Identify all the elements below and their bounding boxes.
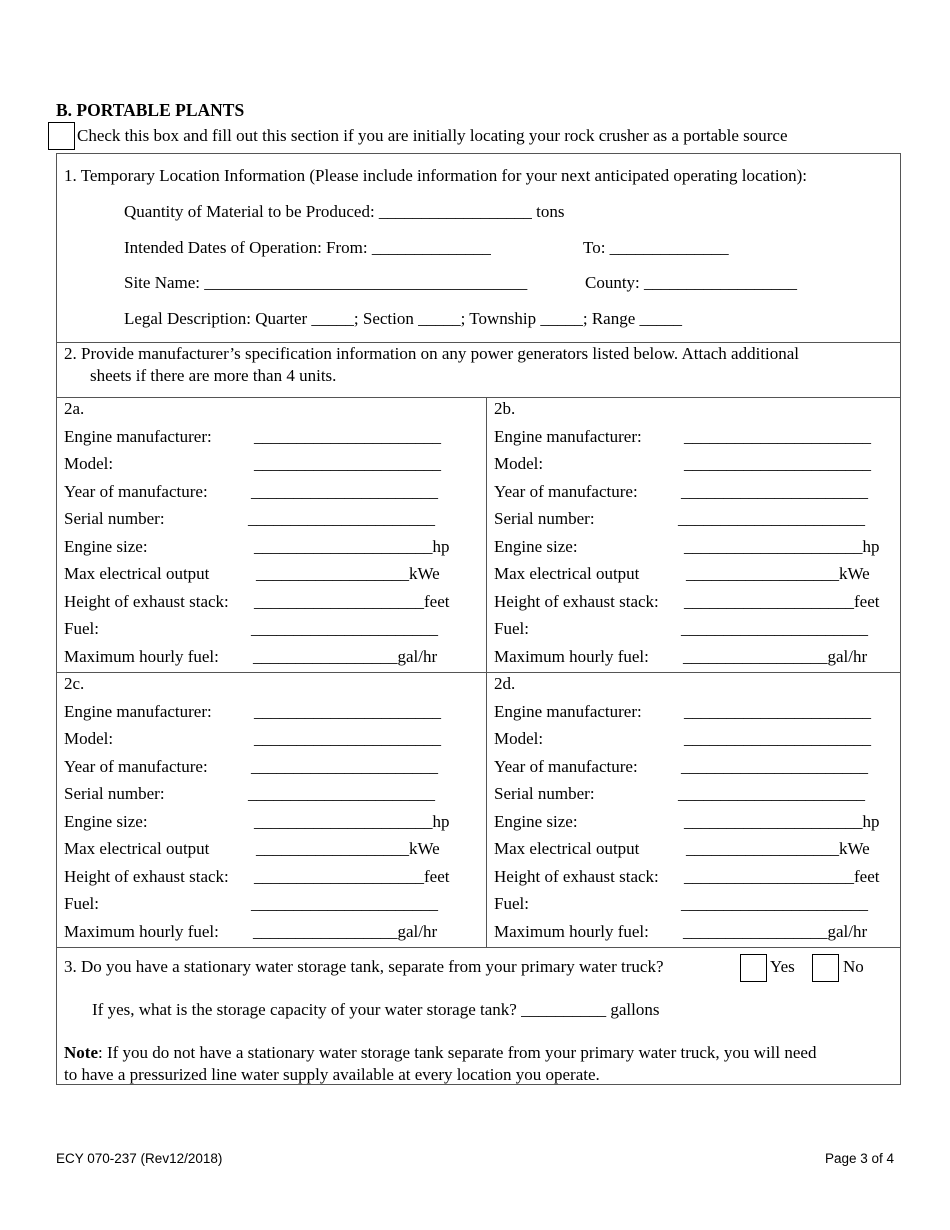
exhaust-stack-height-label: Height of exhaust stack: bbox=[64, 866, 229, 886]
model-label: Model: bbox=[494, 729, 544, 748]
engine-size-field[interactable]: _____________________hp bbox=[254, 811, 450, 831]
engine-manufacturer-label: Engine manufacturer: bbox=[494, 701, 642, 721]
checkbox-instructions: Check this box and fill out this section if you are initially locating your rock crusher as a portable source bbox=[77, 126, 788, 145]
exhaust-stack-height-label: Height of exhaust stack: bbox=[494, 866, 659, 886]
unit-label: 2d. bbox=[494, 674, 516, 693]
year-of-manufacture-label: Year of manufacture: bbox=[494, 481, 638, 501]
q2-instructions-line2: sheets if there are more than 4 units. bbox=[90, 366, 337, 385]
max-electrical-output-label: Max electrical output bbox=[494, 839, 640, 858]
dates-to-field[interactable]: To: ______________ bbox=[583, 238, 729, 257]
year-of-manufacture-field[interactable]: ______________________ bbox=[251, 756, 438, 776]
max-hourly-fuel-label: Maximum hourly fuel: bbox=[494, 646, 649, 666]
model-field[interactable]: ______________________ bbox=[254, 729, 441, 748]
fuel-field[interactable]: ______________________ bbox=[251, 894, 438, 913]
max-electrical-output-label: Max electrical output bbox=[64, 839, 210, 858]
fuel-label: Fuel: bbox=[64, 619, 99, 638]
max-electrical-output-field[interactable]: __________________kWe bbox=[256, 839, 440, 858]
max-electrical-output-field[interactable]: __________________kWe bbox=[256, 564, 440, 583]
q2-instructions-line1: 2. Provide manufacturer’s specification information on any power generators listed below. Attach additional bbox=[64, 344, 800, 363]
q3-question: 3. Do you have a stationary water storage tank, separate from your primary water truck? bbox=[64, 957, 664, 976]
note-text: : If you do not have a stationary water storage tank separate from your primary water truck, you will need bbox=[97, 1043, 817, 1062]
engine-manufacturer-label: Engine manufacturer: bbox=[494, 426, 642, 446]
year-of-manufacture-field[interactable]: ______________________ bbox=[251, 481, 438, 501]
model-label: Model: bbox=[64, 729, 114, 748]
engine-manufacturer-field[interactable]: ______________________ bbox=[254, 701, 441, 721]
unit-label: 2a. bbox=[64, 399, 85, 418]
model-field[interactable]: ______________________ bbox=[254, 454, 441, 473]
serial-number-field[interactable]: ______________________ bbox=[678, 784, 865, 803]
unit-label: 2c. bbox=[64, 674, 85, 693]
year-of-manufacture-label: Year of manufacture: bbox=[64, 481, 208, 501]
note-line2: to have a pressurized line water supply available at every location you operate. bbox=[64, 1065, 600, 1084]
column-divider bbox=[486, 397, 487, 947]
engine-manufacturer-label: Engine manufacturer: bbox=[64, 426, 212, 446]
engine-size-field[interactable]: _____________________hp bbox=[684, 536, 880, 556]
serial-number-field[interactable]: ______________________ bbox=[248, 509, 435, 528]
serial-number-label: Serial number: bbox=[64, 509, 165, 528]
year-of-manufacture-label: Year of manufacture: bbox=[64, 756, 208, 776]
note-line1 bbox=[64, 1043, 816, 1063]
fuel-field[interactable]: ______________________ bbox=[251, 619, 438, 638]
model-label: Model: bbox=[64, 454, 114, 473]
max-electrical-output-field[interactable]: __________________kWe bbox=[686, 839, 870, 858]
year-of-manufacture-field[interactable]: ______________________ bbox=[681, 481, 868, 501]
page-number: Page 3 of 4 bbox=[824, 1151, 894, 1166]
county-field[interactable]: County: __________________ bbox=[585, 273, 798, 292]
form-id: ECY 070-237 (Rev12/2018) bbox=[56, 1151, 223, 1166]
fuel-label: Fuel: bbox=[494, 894, 529, 913]
row-divider bbox=[56, 342, 901, 343]
max-electrical-output-field[interactable]: __________________kWe bbox=[686, 564, 870, 583]
site-name-field[interactable]: Site Name: ______________________________________ bbox=[124, 273, 528, 292]
dates-from-field[interactable]: Intended Dates of Operation: From: ______________ bbox=[124, 238, 491, 257]
row-divider bbox=[56, 397, 901, 398]
yes-checkbox[interactable] bbox=[740, 954, 767, 982]
exhaust-stack-height-field[interactable]: ____________________feet bbox=[684, 591, 880, 611]
max-hourly-fuel-label: Maximum hourly fuel: bbox=[64, 646, 219, 666]
engine-manufacturer-field[interactable]: ______________________ bbox=[684, 701, 871, 721]
engine-size-field[interactable]: _____________________hp bbox=[684, 811, 880, 831]
quantity-field[interactable]: Quantity of Material to be Produced: __________________ tons bbox=[124, 202, 565, 221]
model-field[interactable]: ______________________ bbox=[684, 454, 871, 473]
max-electrical-output-label: Max electrical output bbox=[64, 564, 210, 583]
tank-capacity-field[interactable]: If yes, what is the storage capacity of your water storage tank? __________ gallons bbox=[92, 1000, 660, 1019]
q1-title: 1. Temporary Location Information (Please include information for your next anticipated operating location): bbox=[64, 166, 807, 185]
no-label: No bbox=[843, 957, 864, 976]
max-electrical-output-label: Max electrical output bbox=[494, 564, 640, 583]
row-divider bbox=[56, 947, 901, 948]
unit-label: 2b. bbox=[494, 399, 516, 418]
no-checkbox[interactable] bbox=[812, 954, 839, 982]
max-hourly-fuel-field[interactable]: _________________gal/hr bbox=[683, 646, 868, 666]
max-hourly-fuel-label: Maximum hourly fuel: bbox=[64, 921, 219, 941]
engine-size-label: Engine size: bbox=[64, 811, 148, 831]
engine-size-label: Engine size: bbox=[494, 811, 578, 831]
legal-description-field[interactable]: Legal Description: Quarter _____; Section _____; Township _____; Range _____ bbox=[124, 309, 682, 328]
max-hourly-fuel-label: Maximum hourly fuel: bbox=[494, 921, 649, 941]
fuel-label: Fuel: bbox=[64, 894, 99, 913]
exhaust-stack-height-label: Height of exhaust stack: bbox=[64, 591, 229, 611]
year-of-manufacture-label: Year of manufacture: bbox=[494, 756, 638, 776]
engine-size-field[interactable]: _____________________hp bbox=[254, 536, 450, 556]
row-divider bbox=[56, 672, 901, 673]
engine-manufacturer-field[interactable]: ______________________ bbox=[684, 426, 871, 446]
serial-number-label: Serial number: bbox=[494, 509, 595, 528]
engine-manufacturer-label: Engine manufacturer: bbox=[64, 701, 212, 721]
engine-size-label: Engine size: bbox=[64, 536, 148, 556]
exhaust-stack-height-field[interactable]: ____________________feet bbox=[254, 591, 450, 611]
note-label: Note bbox=[64, 1043, 98, 1062]
yes-label: Yes bbox=[770, 957, 795, 976]
exhaust-stack-height-field[interactable]: ____________________feet bbox=[684, 866, 880, 886]
exhaust-stack-height-field[interactable]: ____________________feet bbox=[254, 866, 450, 886]
portable-source-checkbox[interactable] bbox=[48, 122, 75, 150]
serial-number-label: Serial number: bbox=[64, 784, 165, 803]
max-hourly-fuel-field[interactable]: _________________gal/hr bbox=[683, 921, 868, 941]
fuel-field[interactable]: ______________________ bbox=[681, 894, 868, 913]
year-of-manufacture-field[interactable]: ______________________ bbox=[681, 756, 868, 776]
serial-number-field[interactable]: ______________________ bbox=[248, 784, 435, 803]
engine-size-label: Engine size: bbox=[494, 536, 578, 556]
model-field[interactable]: ______________________ bbox=[684, 729, 871, 748]
engine-manufacturer-field[interactable]: ______________________ bbox=[254, 426, 441, 446]
model-label: Model: bbox=[494, 454, 544, 473]
exhaust-stack-height-label: Height of exhaust stack: bbox=[494, 591, 659, 611]
serial-number-field[interactable]: ______________________ bbox=[678, 509, 865, 528]
fuel-label: Fuel: bbox=[494, 619, 529, 638]
section-title: B. PORTABLE PLANTS bbox=[56, 100, 245, 120]
fuel-field[interactable]: ______________________ bbox=[681, 619, 868, 638]
serial-number-label: Serial number: bbox=[494, 784, 595, 803]
max-hourly-fuel-field[interactable]: _________________gal/hr bbox=[253, 921, 438, 941]
max-hourly-fuel-field[interactable]: _________________gal/hr bbox=[253, 646, 438, 666]
